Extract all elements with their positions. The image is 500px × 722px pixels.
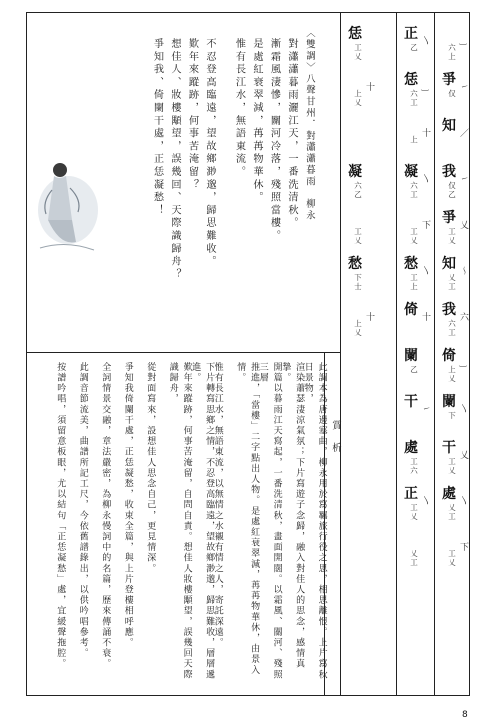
notation-cell	[346, 72, 376, 118]
lyric-char: 知	[442, 256, 456, 272]
melody-mark: 十	[420, 128, 430, 136]
melody-mark: 乂	[458, 220, 468, 228]
commentary-line: 全詞情景交融，章法嚴密，為柳永慢詞中的名篇，歷來傳誦不衰。	[100, 362, 111, 670]
gongche-note: 六上	[448, 43, 456, 61]
gongche-note: 工乂	[410, 503, 418, 521]
commentary-line: 渲染蕭瑟淒涼氣氛；下片寫遊子念歸，融入對佳人的思念，感情真摯。	[280, 362, 305, 670]
poem-line: 對瀟瀟暮雨灑江天，一番洗清秋。	[286, 38, 297, 230]
poem-line: 想佳人、妝樓顒望，誤幾回、天際識歸舟？	[169, 38, 180, 282]
melody-mark: 十	[420, 312, 430, 320]
lyric-char: 知	[442, 118, 456, 134]
melody-mark: ‿	[458, 358, 468, 367]
commentary-line: 此調音節流美，曲譜所記工尺，今依舊譜錄出，以供吟唱參考。	[77, 362, 88, 659]
notation-cell	[440, 302, 470, 348]
commentary-heading: 賞 析	[330, 420, 341, 455]
gongche-note: 乙	[410, 365, 418, 374]
lyric-char: 愁	[348, 256, 362, 272]
gongche-note: 工上	[410, 273, 418, 291]
lyric-char: 倚	[404, 302, 418, 318]
notation-cell	[440, 532, 470, 578]
lyric-char: 干	[442, 440, 456, 456]
melody-mark: 〵	[420, 496, 430, 504]
melody-mark: 〜	[458, 266, 468, 274]
divider-notation-inner-2	[434, 12, 435, 696]
lyric-char: 凝	[348, 164, 362, 180]
commentary-line: 此調本為唐邊塞曲，柳永用於寫羈旅行役之思，相思離恨。上片寫秋日景物，	[302, 362, 327, 680]
poem-line: 不忍登高臨遠，望故鄉渺邈，歸思難收。	[204, 38, 215, 269]
notation-cell	[402, 348, 432, 394]
melody-mark: ㇀	[458, 174, 468, 182]
lyric-char: 愁	[404, 256, 418, 272]
poem-line: 歎年來蹤跡，何事苦淹留？	[186, 38, 198, 192]
lyric-char: 我	[442, 302, 456, 318]
melody-mark: 〵	[458, 496, 468, 504]
poem-line: 是處紅衰翠減，苒苒物華休。	[251, 38, 262, 205]
notation-cell	[402, 164, 432, 210]
lyric-char: 恁	[404, 72, 418, 88]
lyric-char: 凝	[404, 164, 418, 180]
melody-mark: ‿	[420, 82, 430, 91]
notation-cell	[440, 210, 470, 256]
commentary-line: 開篇以暮雨江天寫起，一番洗清秋，畫面開闊。以霜風、關河、殘照三層	[257, 362, 282, 680]
lyric-char: 闌	[442, 394, 456, 410]
lyric-char: 正	[404, 486, 418, 502]
poem-line: 惟有長江水，無語東流。	[233, 38, 245, 179]
notation-cell	[402, 302, 432, 348]
notation-cell	[440, 486, 470, 532]
notation-cell	[440, 164, 470, 210]
lady-figure-icon	[30, 150, 100, 260]
lyric-char: 處	[442, 486, 456, 502]
melody-mark: ㇀	[458, 82, 468, 90]
commentary-line: 從對面寫來，設想佳人思念自己，更見情深。	[145, 362, 156, 574]
gongche-note: 上乂	[354, 89, 362, 107]
notation-cell	[440, 256, 470, 302]
notation-cell	[402, 532, 432, 578]
notation-cell	[440, 118, 470, 164]
melody-mark: 下	[458, 542, 468, 550]
gongche-note: 工乂	[448, 549, 456, 567]
melody-mark: 〵	[420, 36, 430, 44]
gongche-note: 下士	[354, 273, 362, 291]
commentary-line: 爭知我倚闌干處，正恁凝愁，收束全篇，與上片登樓相呼應。	[122, 362, 133, 649]
gongche-note: 工乂	[354, 227, 362, 245]
lyric-char: 闌	[404, 348, 418, 364]
gongche-note: 下	[448, 411, 456, 420]
gongche-note: 乂工	[410, 549, 418, 567]
commentary-line: 惟有長江水，無語東流，以無情之水襯有情之人，寄託深遠。	[212, 362, 223, 649]
page-number: 8	[462, 710, 468, 720]
lyric-char: 爭	[442, 210, 456, 226]
melody-mark: ‿	[458, 36, 468, 45]
notation-cell	[402, 210, 432, 256]
notation-cell	[440, 394, 470, 440]
gongche-note: 六工	[448, 319, 456, 337]
notation-cell	[440, 440, 470, 486]
gongche-note: 工乂	[410, 227, 418, 245]
gongche-note: 乂工	[448, 273, 456, 291]
divider-horizontal	[26, 352, 340, 353]
lyric-char: 恁	[348, 26, 362, 42]
melody-mark: ㇀	[420, 404, 430, 412]
gongche-note: 上	[410, 135, 418, 144]
gongche-note: 仅乙	[448, 181, 456, 199]
lyric-char: 干	[404, 394, 418, 410]
notation-cell	[346, 26, 376, 72]
poem-line: 爭知我、倚闌干處，正恁凝愁！	[151, 38, 163, 218]
notation-cell	[346, 256, 376, 302]
gongche-note: 上乂	[354, 319, 362, 337]
lyric-char: 爭	[442, 72, 456, 88]
gongche-note: 工乂	[354, 43, 362, 61]
commentary-line: 歎年來蹤跡，何事苦淹留，自問自責。想佳人妝樓顒望，誤幾回天際識歸舟，	[167, 362, 192, 680]
notation-column-a	[440, 26, 470, 578]
notation-cell	[402, 440, 432, 486]
lyric-char: 我	[442, 164, 456, 180]
commentary-line: 下片轉寫思鄉之情，不忍登高臨遠，望故鄉渺邈，歸思難收，層層遞進。	[190, 362, 215, 680]
lyric-char: 正	[404, 26, 418, 42]
melody-mark: 十	[364, 82, 374, 90]
melody-mark: 〵	[420, 174, 430, 182]
melody-mark: ／	[458, 128, 468, 136]
gongche-note: 六乙	[354, 181, 362, 199]
poem-title: 〈雙調〉八聲甘州．對瀟瀟暮雨 柳永	[304, 28, 315, 222]
gongche-note: 工六	[410, 457, 418, 475]
notation-cell	[402, 394, 432, 440]
notation-cell	[402, 118, 432, 164]
melody-mark: 〵	[458, 404, 468, 412]
notation-cell	[402, 26, 432, 72]
divider-notation	[340, 12, 341, 696]
melody-mark: 乂	[458, 450, 468, 458]
gongche-note: 六工	[410, 89, 418, 107]
commentary-line: 推進，「當樓」二字點出人物。是處紅衰翠減，苒苒物華休，由景入情。	[235, 362, 260, 676]
commentary-line: 按譜吟唱，須留意板眼，尤以結句「正恁凝愁」處，宜緩聲拖腔。	[55, 362, 66, 670]
lyric-char: 處	[404, 440, 418, 456]
notation-cell	[402, 256, 432, 302]
melody-mark: 下	[420, 220, 430, 228]
gongche-note: 乂工	[448, 503, 456, 521]
notation-cell	[402, 72, 432, 118]
notation-column-c	[346, 26, 376, 348]
melody-mark: 十	[364, 312, 374, 320]
notation-cell	[346, 118, 376, 164]
melody-mark: 六	[458, 312, 468, 320]
poem-line: 漸霜風淒慘，關河冷落，殘照當樓。	[268, 38, 280, 243]
lyric-char: 倚	[442, 348, 456, 364]
divider-notation-inner	[396, 12, 397, 696]
notation-cell	[346, 164, 376, 210]
gongche-note: 工乂	[448, 227, 456, 245]
notation-cell	[440, 26, 470, 72]
notation-cell	[346, 210, 376, 256]
notation-cell	[346, 302, 376, 348]
notation-column-b	[402, 26, 432, 578]
gongche-note: 仅	[448, 89, 456, 98]
gongche-note: 乙	[410, 43, 418, 52]
melody-mark: 〵	[420, 266, 430, 274]
gongche-note: 六工	[410, 181, 418, 199]
notation-cell	[402, 486, 432, 532]
notation-cell	[440, 348, 470, 394]
notation-cell	[440, 72, 470, 118]
gongche-note: 上乂	[448, 365, 456, 383]
gongche-note: 工乂	[448, 457, 456, 475]
